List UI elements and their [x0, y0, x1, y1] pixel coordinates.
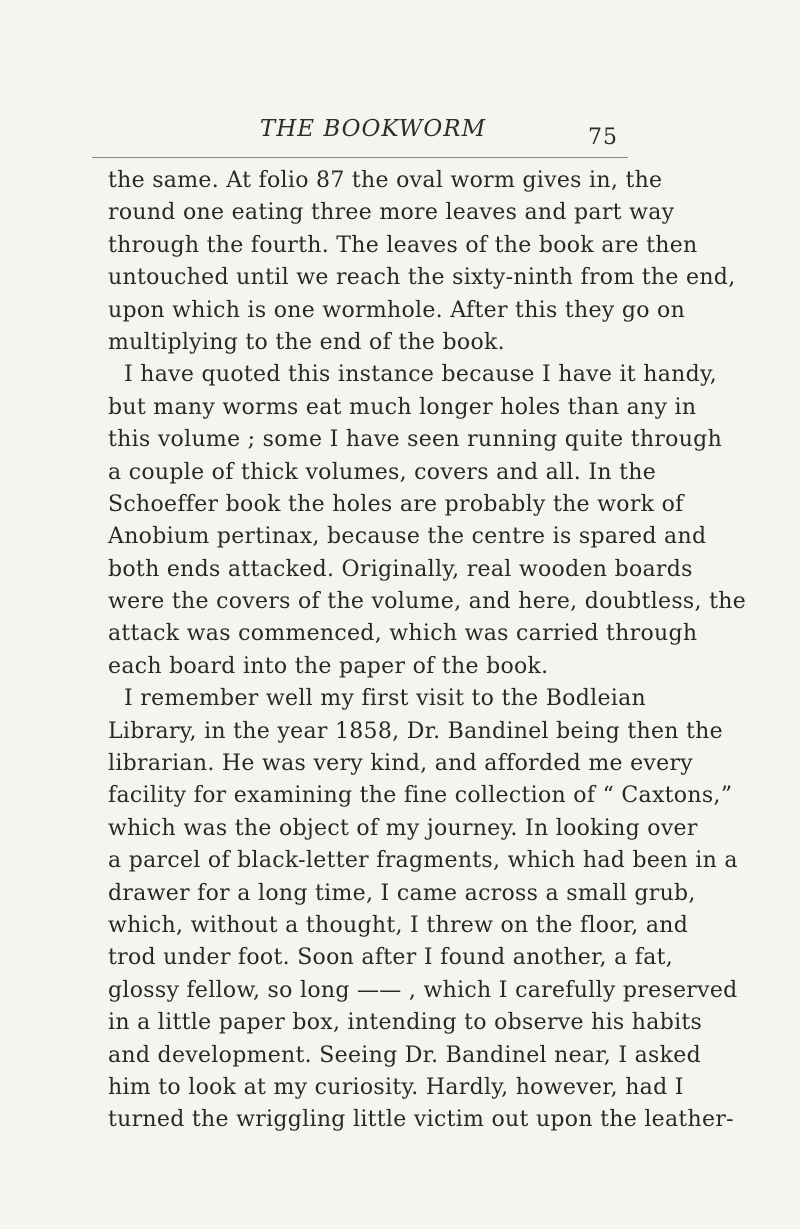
text-line: upon which is one wormhole. After this they go on — [108, 297, 686, 323]
page-number: 75 — [588, 125, 618, 150]
text-line: this volume ; some I have seen running quite through — [108, 427, 723, 453]
text-line: him to look at my curiosity. Hardly, however, had I — [108, 1074, 684, 1100]
running-head: THE BOOKWORM — [259, 116, 487, 142]
text-line: attack was commenced, which was carried through — [108, 621, 698, 647]
text-line: a parcel of black-letter fragments, which had been in a — [108, 848, 738, 874]
text-line: drawer for a long time, I came across a small grub, — [108, 880, 696, 906]
text-line: multiplying to the end of the book. — [108, 329, 505, 355]
text-line: in a little paper box, intending to observe his habits — [108, 1010, 703, 1036]
text-line: the same. At folio 87 the oval worm gives in, the — [108, 168, 663, 193]
text-line: but many worms eat much longer holes than any in — [108, 394, 697, 420]
text-line: were the covers of the volume, and here, doubtless, the — [108, 589, 747, 615]
text-line: Anobium pertinax, because the centre is spared and — [108, 524, 707, 550]
text-line: which was the object of my journey. In looking over — [108, 815, 698, 841]
header-rule — [92, 157, 628, 158]
text-line: I have quoted this instance because I have it handy, — [124, 362, 718, 388]
text-line: untouched until we reach the sixty-ninth from the end, — [108, 265, 736, 291]
body-text — [108, 165, 747, 1137]
text-line: round one eating three more leaves and part way — [108, 200, 675, 226]
text-line: facility for examining the fine collection of “ Caxtons,” — [108, 783, 733, 809]
text-line: Schoeffer book the holes are probably the work of — [108, 491, 684, 517]
text-line: turned the wriggling little victim out upon the leather- — [108, 1107, 734, 1133]
text-line: I remember well my first visit to the Bodleian — [124, 686, 646, 712]
text-line: and development. Seeing Dr. Bandinel near, I asked — [108, 1042, 701, 1068]
text-line: librarian. He was very kind, and afforded me every — [108, 751, 694, 777]
text-line: glossy fellow, so long —— , which I carefully preserved — [108, 977, 738, 1003]
text-line: through the fourth. The leaves of the book are then — [108, 232, 698, 258]
text-line: which, without a thought, I threw on the floor, and — [108, 912, 689, 938]
text-line: Library, in the year 1858, Dr. Bandinel being then the — [108, 718, 723, 744]
text-line: each board into the paper of the book. — [108, 653, 549, 679]
text-line: a couple of thick volumes, covers and all. In the — [108, 459, 657, 485]
text-line: both ends attacked. Originally, real wooden boards — [108, 556, 693, 582]
text-line: trod under foot. Soon after I found another, a fat, — [108, 945, 674, 971]
